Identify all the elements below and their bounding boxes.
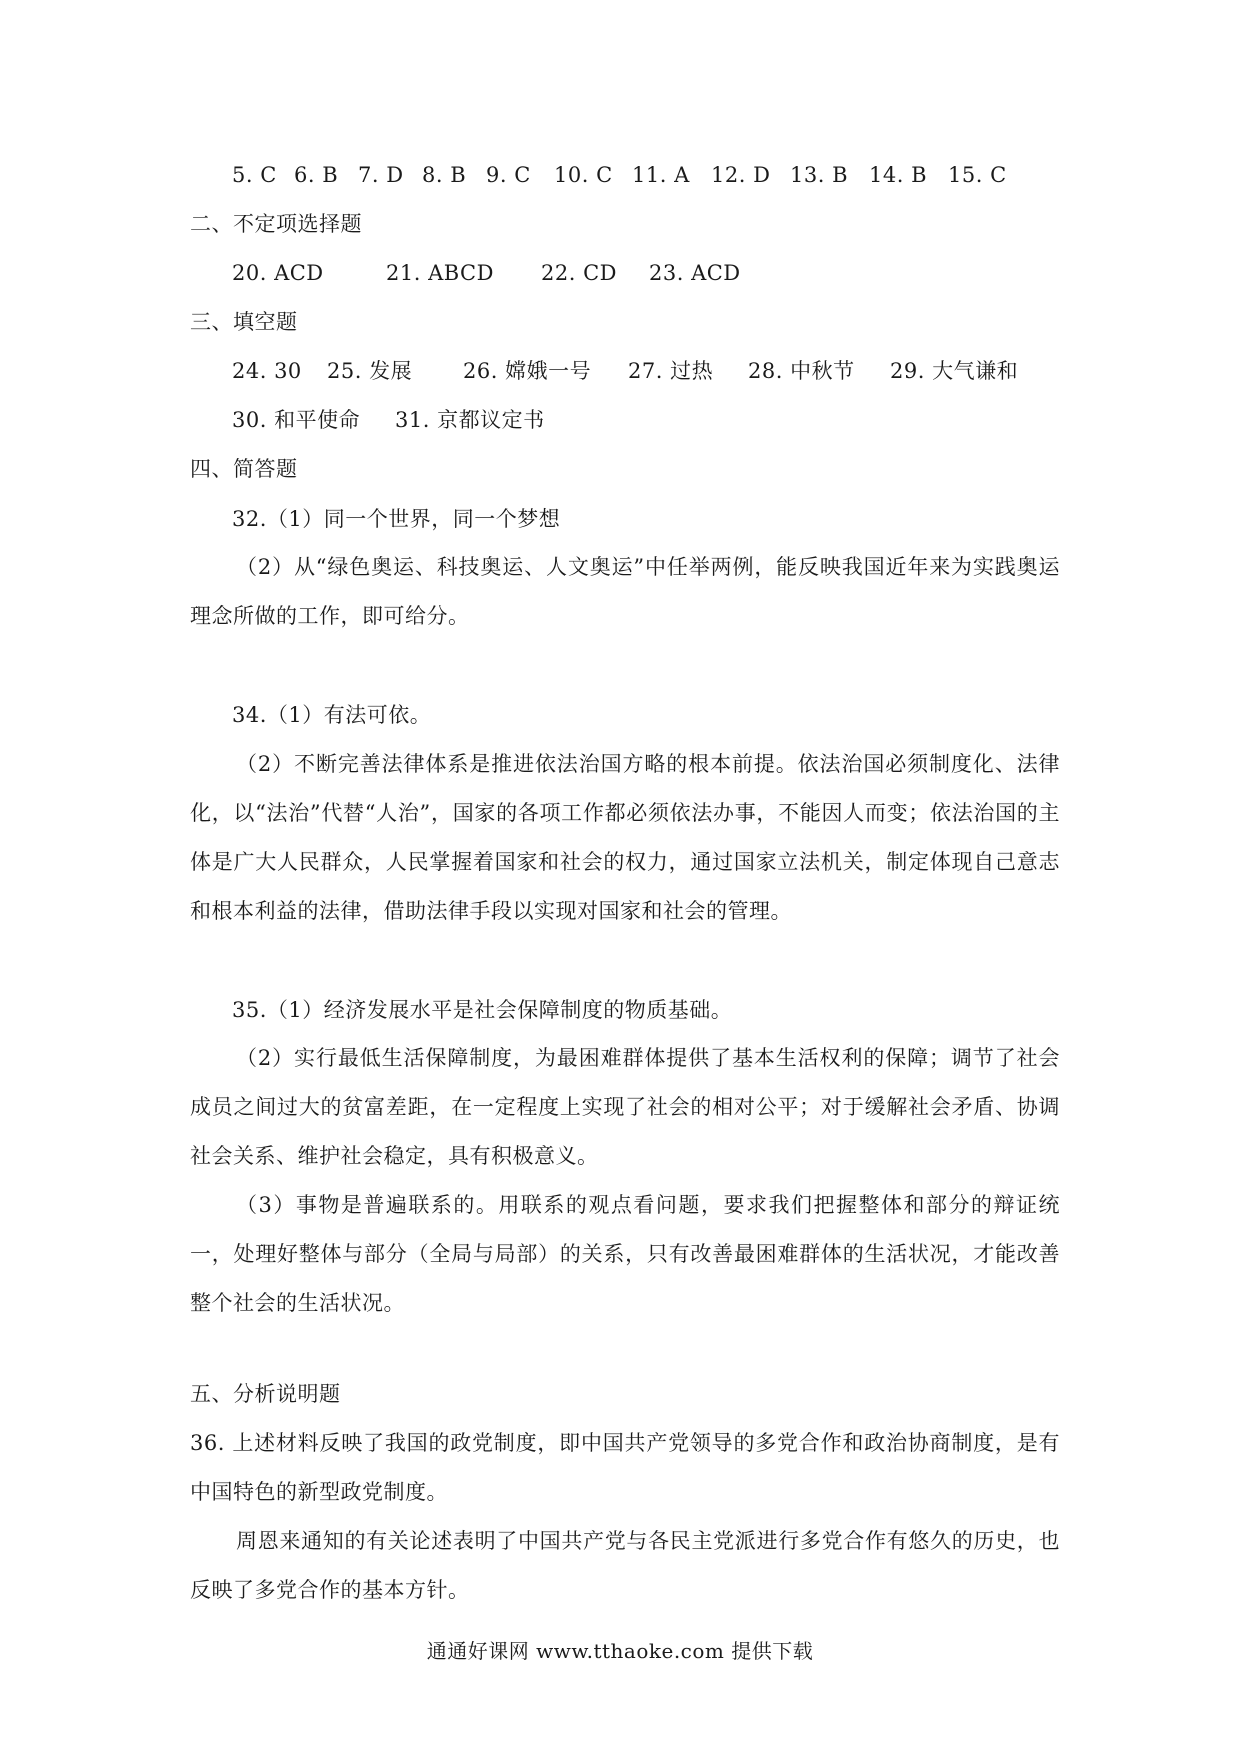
answer-item: 9. C <box>486 163 531 187</box>
q32-part1: 32.（1）同一个世界，同一个梦想 <box>232 507 561 531</box>
q34-part1: 34.（1）有法可依。 <box>232 703 432 727</box>
q35-part3: （3）事物是普遍联系的。用联系的观点看问题，要求我们把握整体和部分的辩证统一，处理好整体与部分（全局与局部）的关系，只有改善最困难群体的生活状况，才能改善整个社会的生活状况。 <box>190 1193 1060 1315</box>
q36-paragraph-2: 周恩来通知的有关论述表明了中国共产党与各民主党派进行多党合作有悠久的历史，也反映了多党合作的基本方针。 <box>190 1529 1060 1602</box>
answer-item: 5. C <box>232 163 277 187</box>
section3-answers-row-1 <box>232 356 1018 386</box>
answer-item: 21. ABCD <box>386 261 494 285</box>
section-heading-multiple-choice: 二、不定项选择题 <box>190 212 362 236</box>
answer-item: 7. D <box>358 163 404 187</box>
section-heading-analysis: 五、分析说明题 <box>190 1382 341 1406</box>
answer-item: 25. 发展 <box>327 359 413 383</box>
answer-item: 20. ACD <box>232 261 324 285</box>
answer-item: 30. 和平使命 <box>232 408 361 432</box>
answer-item: 29. 大气谦和 <box>890 359 1019 383</box>
section-heading-short-answer: 四、简答题 <box>190 457 298 481</box>
section-heading-fill-blank: 三、填空题 <box>190 310 298 334</box>
q35-part2: （2）实行最低生活保障制度，为最困难群体提供了基本生活权利的保障；调节了社会成员之间过大的贫富差距，在一定程度上实现了社会的相对公平；对于缓解社会矛盾、协调社会关系、维护社会稳定，具有积极意义。 <box>190 1046 1060 1168</box>
answer-item: 22. CD <box>541 261 617 285</box>
answer-item: 12. D <box>711 163 771 187</box>
answer-item: 10. C <box>554 163 613 187</box>
answer-item: 6. B <box>294 163 339 187</box>
q35-part1: 35.（1）经济发展水平是社会保障制度的物质基础。 <box>232 998 733 1022</box>
answer-item: 27. 过热 <box>628 359 714 383</box>
answer-item: 31. 京都议定书 <box>395 408 545 432</box>
answer-item: 8. B <box>422 163 467 187</box>
q32-part2: （2）从“绿色奥运、科技奥运、人文奥运”中任举两例，能反映我国近年来为实践奥运理念所做的工作，即可给分。 <box>190 555 1060 628</box>
footer-download-note: 通通好课网 www.tthaoke.com 提供下载 <box>426 1639 814 1663</box>
answer-item: 24. 30 <box>232 359 302 383</box>
section2-answers-row <box>232 258 741 288</box>
section3-answers-row-2 <box>232 405 545 435</box>
q34-part2: （2）不断完善法律体系是推进依法治国方略的根本前提。依法治国必须制度化、法律化，以“法治”代替“人治”，国家的各项工作都必须依法办事，不能因人而变；依法治国的主体是广大人民群众，人民掌握着国家和社会的权力，通过国家立法机关，制定体现自己意志和根本利益的法律，借助法律手段以实现对国家和社会的管理。 <box>190 752 1060 923</box>
answer-item: 14. B <box>869 163 928 187</box>
answer-item: 26. 嫦娥一号 <box>463 359 592 383</box>
q36-paragraph-1: 36. 上述材料反映了我国的政党制度，即中国共产党领导的多党合作和政治协商制度，是有中国特色的新型政党制度。 <box>190 1431 1060 1504</box>
answer-item: 28. 中秋节 <box>748 359 855 383</box>
answer-item: 13. B <box>790 163 849 187</box>
answer-item: 23. ACD <box>649 261 741 285</box>
mc-answers-row <box>232 160 1007 190</box>
answer-item: 11. A <box>632 163 690 187</box>
answer-item: 15. C <box>948 163 1007 187</box>
